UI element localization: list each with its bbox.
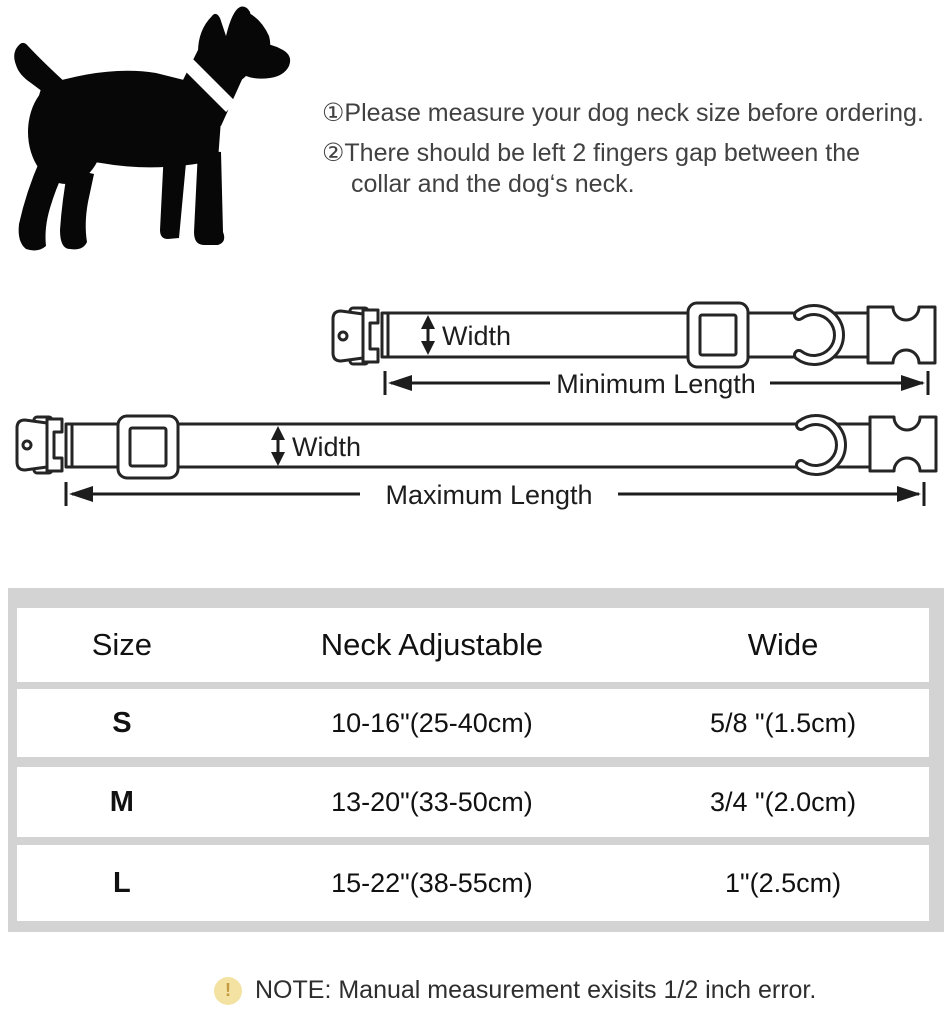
buckle-male-icon <box>870 417 936 471</box>
max-length-label: Maximum Length <box>385 480 593 510</box>
header-size: Size <box>91 627 153 662</box>
measuring-instructions <box>322 98 942 200</box>
neck-cell: 13-20"(33-50cm) <box>331 786 533 817</box>
width-label: Width <box>292 432 362 462</box>
tri-glide-slider-icon <box>118 416 178 478</box>
table-row-m <box>17 767 929 837</box>
table-row-l <box>17 845 929 921</box>
neck-cell: 15-22"(38-55cm) <box>331 867 533 898</box>
min-length-collar-diagram <box>325 297 947 403</box>
instruction-item-2 <box>322 138 942 200</box>
measurement-note <box>214 976 816 1005</box>
instruction-item-2-line-2: collar and the dog‘s neck. <box>351 170 635 198</box>
min-length-label: Minimum Length <box>556 369 756 399</box>
buckle-female-icon <box>17 417 62 473</box>
tri-glide-slider-icon <box>688 303 748 367</box>
header-wide: Wide <box>747 627 819 662</box>
header-neck-adjustable: Neck Adjustable <box>320 627 544 662</box>
neck-cell: 10-16"(25-40cm) <box>331 707 533 738</box>
instruction-item-2-line-1: ②There should be left 2 fingers gap between the <box>322 139 861 167</box>
table-row-s <box>17 689 929 757</box>
size-table <box>8 588 944 932</box>
size-cell: M <box>109 785 134 818</box>
wide-cell: 3/4 "(2.0cm) <box>709 786 857 817</box>
buckle-male-icon <box>868 307 935 363</box>
collar-strap <box>66 424 874 467</box>
max-length-collar-diagram <box>4 413 944 519</box>
exclamation-icon: ! <box>214 977 242 1005</box>
width-label: Width <box>442 321 512 351</box>
size-table-header-row <box>17 608 929 682</box>
size-cell: L <box>113 866 131 899</box>
wide-cell: 5/8 "(1.5cm) <box>709 707 857 738</box>
buckle-female-icon <box>333 308 378 364</box>
instruction-item-1: ①Please measure your dog neck size before ordering. <box>322 99 924 127</box>
note-text: NOTE: Manual measurement exisits 1/2 inch error. <box>255 976 817 1004</box>
dog-body-shape <box>14 7 290 251</box>
size-cell: S <box>112 706 132 739</box>
wide-cell: 1"(2.5cm) <box>725 867 842 898</box>
dog-silhouette-icon <box>6 2 312 266</box>
